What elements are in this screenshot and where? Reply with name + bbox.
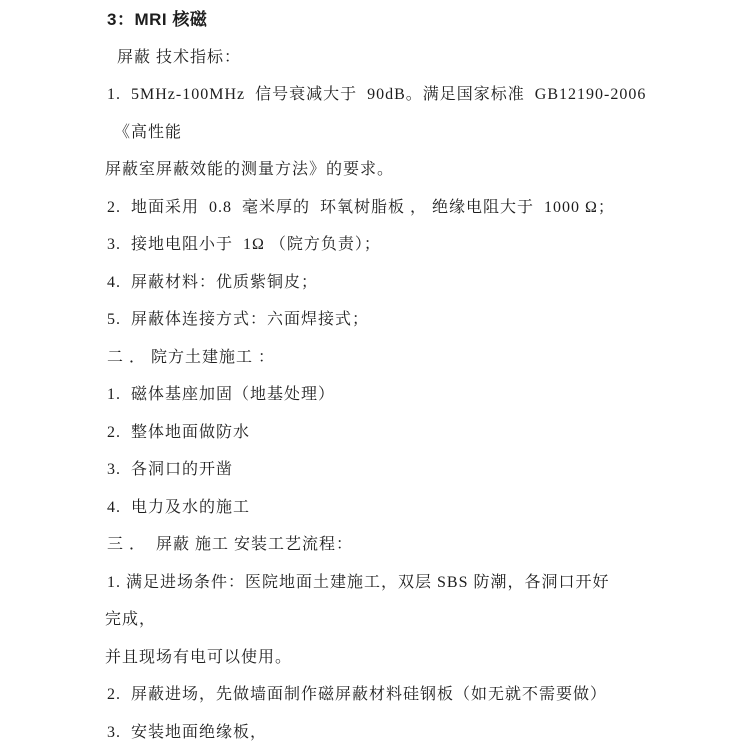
paragraph-line: 屏蔽 技术指标： [117,48,242,66]
paragraph-line: 4. 电力及水的施工 [107,498,251,516]
paragraph-line: 屏蔽室屏蔽效能的测量方法》的要求。 [105,161,395,178]
paragraph-line: 1. 满足进场条件：医院地面土建施工，双层 SBS 防潮，各洞口开好 [107,573,610,591]
paragraph-line: 三 ． 屏蔽 施工 安装工艺流程： [107,536,354,553]
paragraph-line: 二 ． 院方土建施工 ： [107,348,276,366]
paragraph-line: 4. 屏蔽材料：优质紫铜皮； [107,273,319,291]
paragraph-line: 《高性能 [114,123,183,141]
paragraph-line: 2. 地面采用 0.8 毫米厚的 环氧树脂板 ， 绝缘电阻大于 1000 Ω； [107,198,615,216]
document-heading: 3：MRI 核磁 [107,10,208,29]
paragraph-line: 2. 整体地面做防水 [107,423,251,441]
paragraph-line: 3. 各洞口的开凿 [107,461,234,478]
paragraph-line: 1. 5MHz-100MHz 信号衰减大于 90dB。满足国家标准 GB12190-2006 [107,86,647,103]
paragraph-line: 1. 磁体基座加固（地基处理） [107,386,336,403]
paragraph-line: 3. 接地电阻小于 1Ω （院方负责）； [107,236,381,253]
paragraph-line: 完成， [105,611,157,628]
paragraph-line: 5. 屏蔽体连接方式：六面焊接式； [107,311,370,328]
paragraph-line: 并且现场有电可以使用。 [105,648,293,666]
paragraph-line: 2. 屏蔽进场，先做墙面制作磁屏蔽材料硅钢板（如无就不需要做） [107,686,608,703]
paragraph-line: 3. 安装地面绝缘板， [107,723,268,741]
